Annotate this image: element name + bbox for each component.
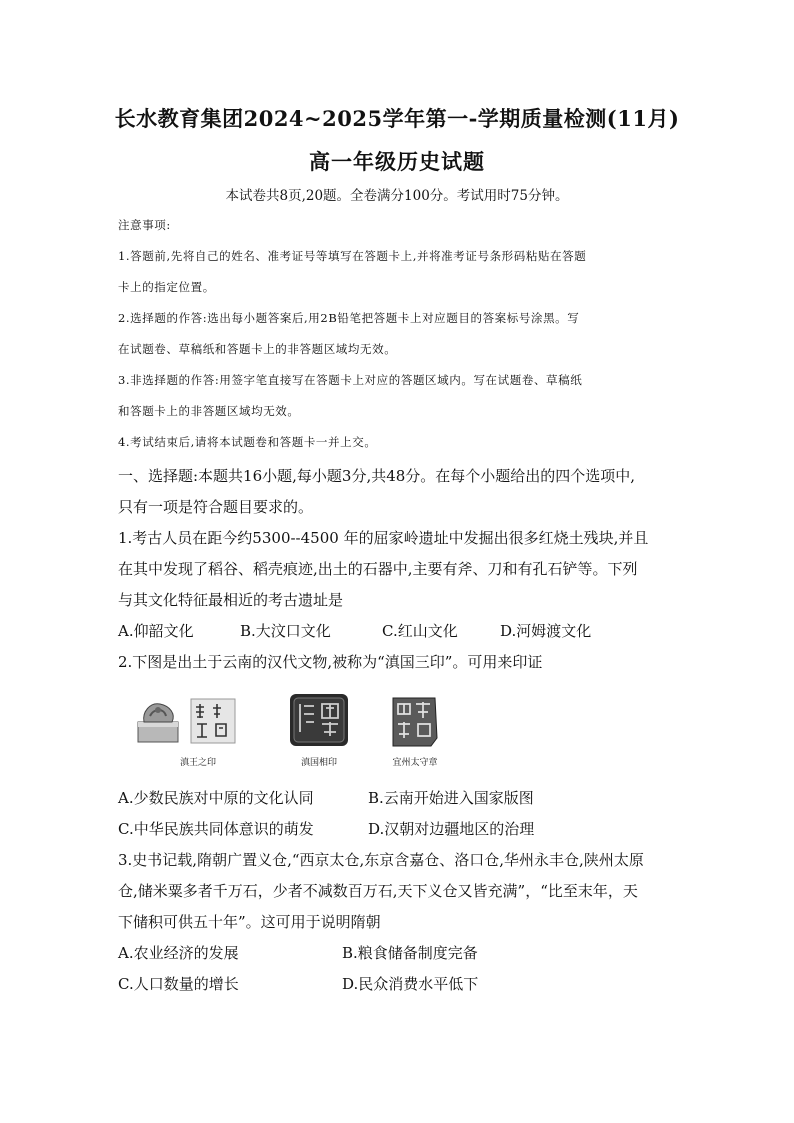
q2-options-row-2 — [118, 815, 698, 846]
q1-options — [118, 617, 688, 648]
note-line: 在试题卷、草稿纸和答题卡上的非答题区域均无效。 — [118, 342, 397, 356]
note-line: 2.选择题的作答:选出每小题答案后,用2B铅笔把答题卡上对应题目的答案标号涂黑。写 — [118, 311, 580, 325]
note-line: 卡上的指定位置。 — [118, 280, 215, 294]
note-line: 4.考试结束后,请将本试题卷和答题卡一并上交。 — [118, 435, 377, 449]
q3-stem-line: 仓,储米粟多者千万石，少者不减数百万石,天下义仓又皆充满”，“比至末年，天 — [118, 882, 638, 900]
q2-option-a: A.少数民族对中原的文化认同 — [118, 789, 314, 807]
note-line: 和答题卡上的非答题区域均无效。 — [118, 404, 300, 418]
q1-option-c: C.红山文化 — [382, 622, 458, 640]
note-line: 1.答题前,先将自己的姓名、准考证号等填写在答题卡上,并将准考证号条形码粘贴在答题 — [118, 249, 587, 263]
q1-stem-line: 在其中发现了稻谷、稻壳痕迹,出土的石器中,主要有斧、刀和有孔石铲等。下列 — [118, 560, 638, 578]
q2-options-block — [118, 784, 698, 1001]
q3-option-a: A.农业经济的发展 — [118, 944, 239, 962]
q3-option-d: D.民众消费水平低下 — [342, 975, 479, 993]
q2-option-c: C.中华民族共同体意识的萌发 — [118, 820, 314, 838]
exam-info: 本试卷共8页,20题。全卷满分100分。考试用时75分钟。 — [225, 188, 569, 204]
q1-option-b: B.大汶口文化 — [240, 622, 331, 640]
seal-2-face — [288, 692, 350, 748]
notes-section — [118, 214, 688, 462]
notes-heading: 注意事项: — [118, 218, 171, 232]
seal-1-object — [134, 696, 182, 746]
q3-options-row-1 — [118, 939, 698, 970]
q2-options-row-1 — [118, 784, 698, 815]
q3-option-c: C.人口数量的增长 — [118, 975, 239, 993]
q3-stem-line: 3.史书记载,隋朝广置义仓,“西京太仓,东京含嘉仓、洛口仓,华州永丰仓,陕州太原 — [118, 851, 644, 869]
q1-option-d: D.河姆渡文化 — [500, 622, 592, 640]
seal-1-caption: 滇王之印 — [179, 758, 216, 768]
q2-option-d: D.汉朝对边疆地区的治理 — [368, 820, 535, 838]
q1-stem-line: 与其文化特征最相近的考古遗址是 — [118, 591, 344, 609]
note-line: 3.非选择题的作答:用签字笔直接写在答题卡上对应的答题区域内。写在试题卷、草稿纸 — [118, 373, 583, 387]
seal-2-caption: 滇国相印 — [300, 758, 337, 768]
seals-figure — [128, 688, 458, 770]
q3-option-b: B.粮食储备制度完备 — [342, 944, 478, 962]
seal-3-face — [390, 694, 440, 748]
main-content — [118, 462, 688, 679]
q1-option-a: A.仰韶文化 — [118, 622, 194, 640]
seal-3-caption: 宜州太守章 — [392, 758, 438, 768]
q1-stem-line: 1.考古人员在距今约5300--4500 年的屈家岭遗址中发掘出很多红烧土残块,并且 — [118, 529, 649, 547]
section-intro-line: 一、选择题:本题共16小题,每小题3分,共48分。在每个小题给出的四个选项中, — [118, 467, 636, 485]
q3-stem-line: 下储积可供五十年”。这可用于说明隋朝 — [118, 913, 381, 931]
q2-option-b: B.云南开始进入国家版图 — [368, 789, 534, 807]
exam-title: 长水教育集团2024~2025学年第一-学期质量检测(11月) — [114, 106, 680, 131]
section-intro-line: 只有一项是符合题目要求的。 — [118, 498, 314, 516]
q3-options-row-2 — [118, 970, 698, 1001]
q2-stem: 2.下图是出土于云南的汉代文物,被称为“滇国三印”。可用来印证 — [118, 653, 543, 671]
seal-1-face — [190, 698, 236, 744]
exam-subtitle: 高一年级历史试题 — [309, 149, 485, 174]
